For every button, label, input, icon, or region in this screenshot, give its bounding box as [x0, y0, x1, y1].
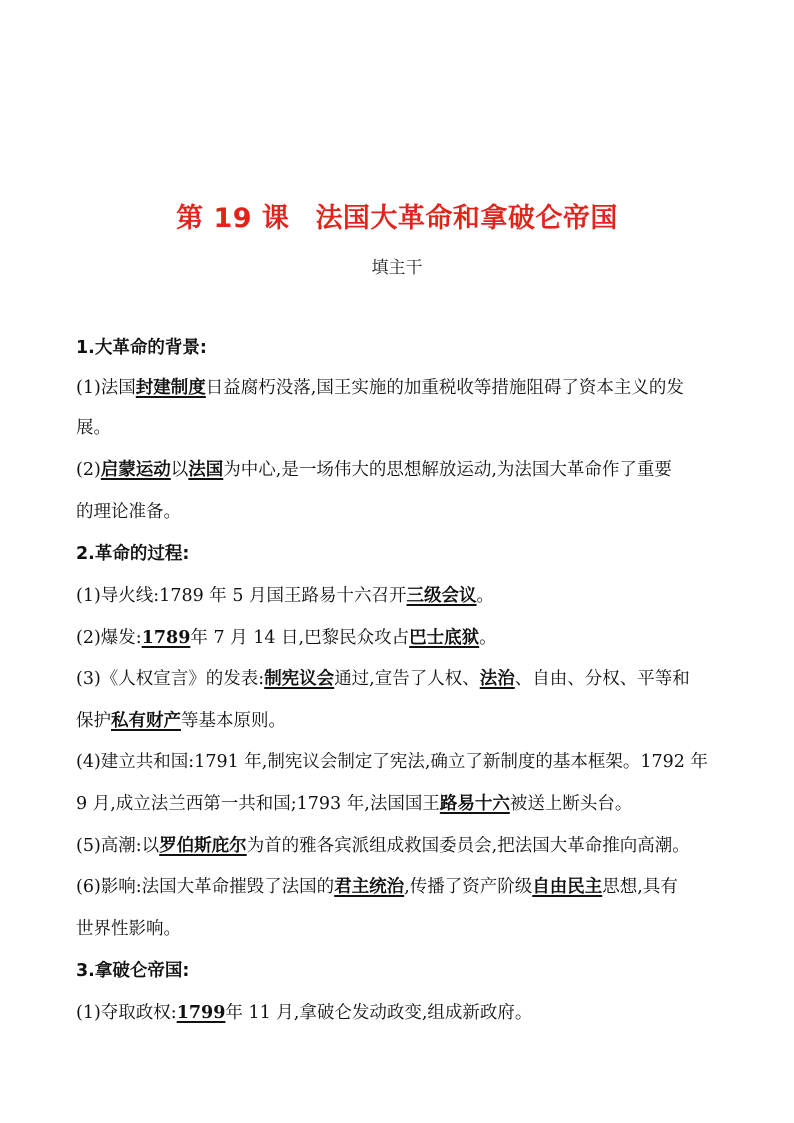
paragraph-line: (1)夺取政权:1799年 11 月,拿破仑发动政变,组成新政府。: [76, 1003, 533, 1023]
paragraph-line: 展。: [76, 418, 111, 438]
answer-blank: 巴士底狱: [409, 628, 480, 648]
subtitle: 填主干: [371, 258, 423, 278]
paragraph-line: (4)建立共和国:1791 年,制宪议会制定了宪法,确立了新制度的基本框架。1792 年: [76, 752, 709, 772]
paragraph-line: (5)高潮:以罗伯斯庇尔为首的雅各宾派组成救国委员会,把法国大革命推向高潮。: [76, 836, 690, 856]
answer-blank: 1799: [176, 1003, 226, 1023]
section-heading-process: 2.革命的过程:: [76, 544, 190, 564]
answer-blank: 启蒙运动: [100, 460, 171, 480]
paragraph-line: (6)影响:法国大革命摧毁了法国的君主统治,传播了资产阶级自由民主思想,具有: [76, 877, 678, 897]
section-heading-napoleon: 3.拿破仑帝国:: [76, 961, 190, 981]
paragraph-line: 的理论准备。: [76, 502, 181, 522]
answer-blank: 法国: [188, 460, 224, 480]
paragraph-line: (3)《人权宣言》的发表:制宪议会通过,宣告了人权、法治、自由、分权、平等和: [76, 669, 690, 689]
answer-blank: 罗伯斯庇尔: [159, 836, 247, 856]
answer-blank: 1789: [141, 628, 191, 648]
lesson-number: 第 19 课: [176, 203, 290, 234]
paragraph-line: 保护私有财产等基本原则。: [76, 711, 286, 731]
paragraph-line: (1)法国封建制度日益腐朽没落,国王实施的加重税收等措施阻碍了资本主义的发: [76, 378, 684, 398]
answer-blank: 法治: [479, 669, 515, 689]
section-heading-background: 1.大革命的背景:: [76, 338, 207, 358]
answer-blank: 封建制度: [135, 378, 206, 398]
answer-blank: 三级会议: [406, 586, 477, 606]
paragraph-line: 9 月,成立法兰西第一共和国;1793 年,法国国王路易十六被送上断头台。: [76, 794, 633, 814]
answer-blank: 君主统治: [334, 877, 405, 897]
answer-blank: 制宪议会: [264, 669, 335, 689]
answer-blank: 路易十六: [439, 794, 510, 814]
answer-blank: 私有财产: [111, 711, 181, 731]
paragraph-line: 世界性影响。: [76, 919, 181, 939]
paragraph-line: (2)爆发:1789年 7 月 14 日,巴黎民众攻占巴士底狱。: [76, 628, 497, 648]
lesson-title: [0, 196, 794, 235]
answer-blank: 自由民主: [532, 877, 603, 897]
paragraph-line: (2)启蒙运动以法国为中心,是一场伟大的思想解放运动,为法国大革命作了重要: [76, 460, 672, 480]
paragraph-line: (1)导火线:1789 年 5 月国王路易十六召开三级会议。: [76, 586, 495, 606]
lesson-topic: 法国大革命和拿破仑帝国: [315, 203, 618, 234]
